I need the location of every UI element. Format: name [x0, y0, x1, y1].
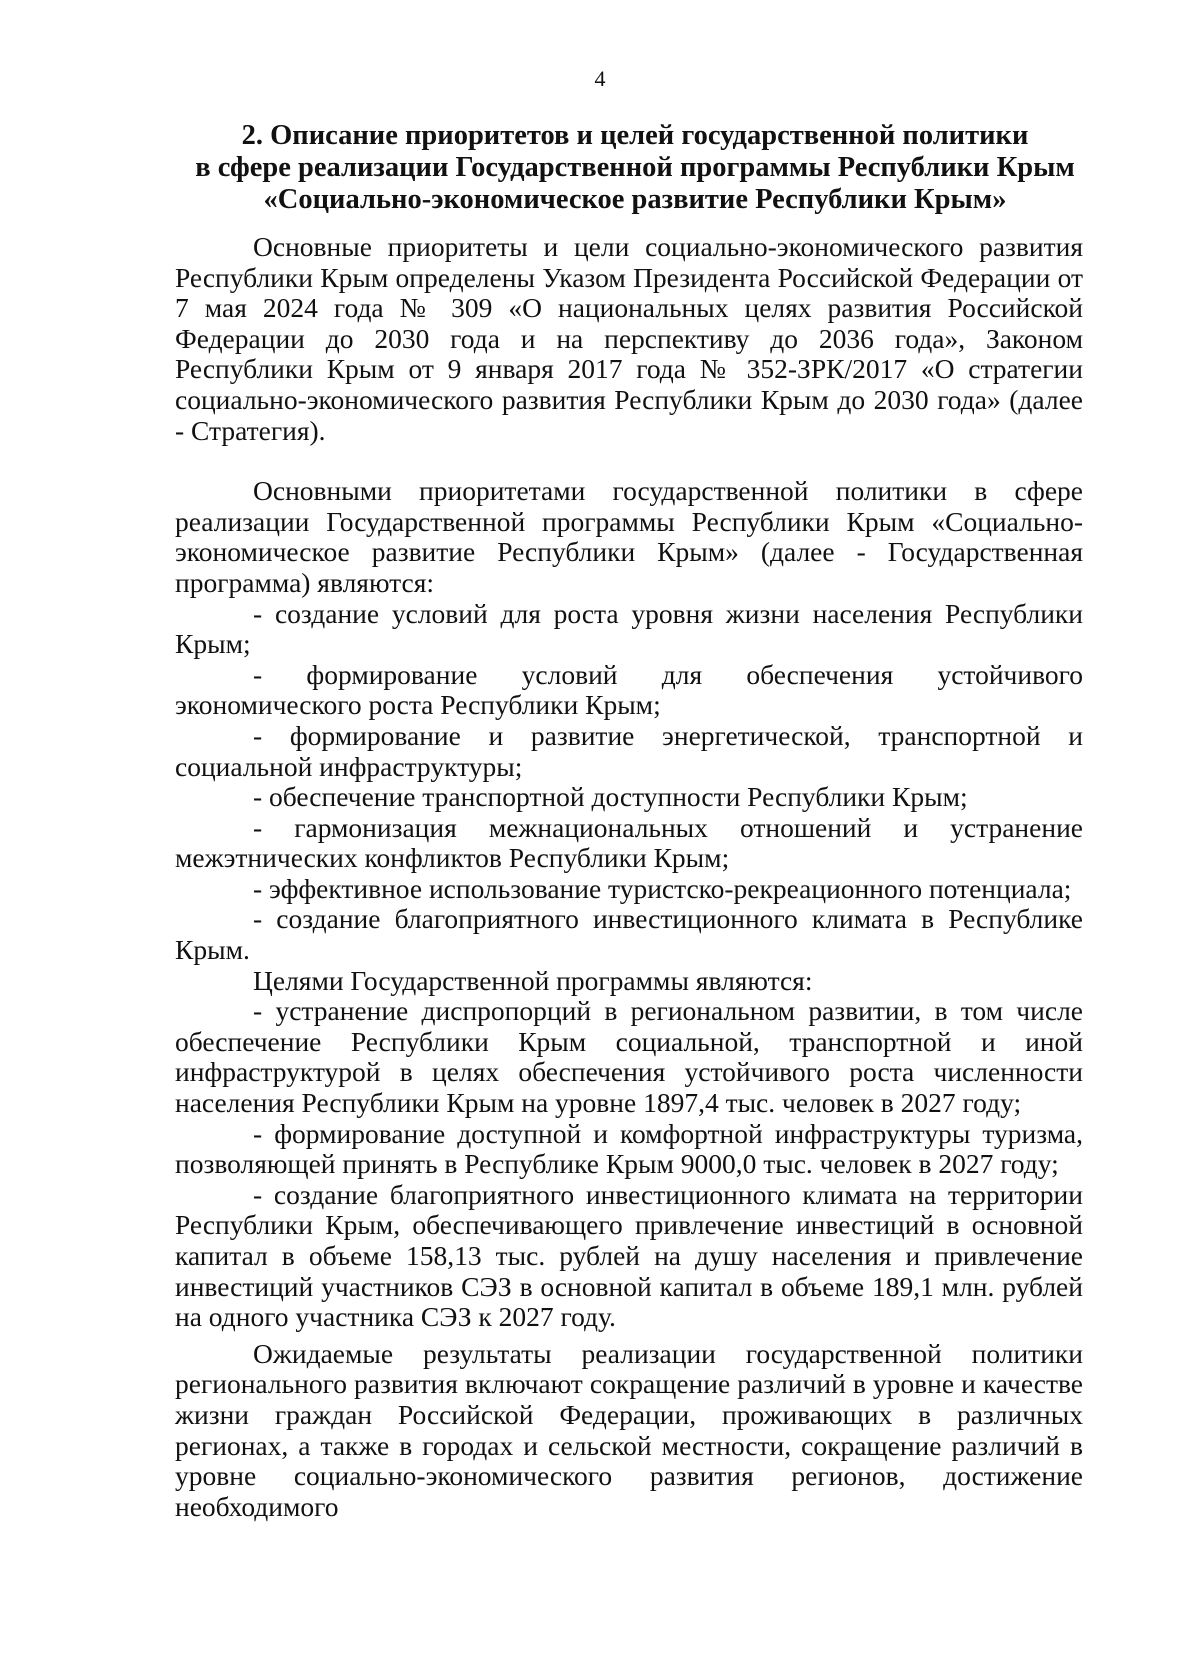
priority-item: - формирование условий для обеспечения устойчивого экономического роста Республики Крым; — [175, 658, 1083, 721]
priority-item: - создание благоприятного инвестиционного климата в Республике Крым. — [175, 903, 1083, 966]
heading-line-2: в сфере реализации Государственной программы Республики Крым — [195, 152, 1075, 183]
priority-item: - обеспечение транспортной доступности Республики Крым; — [253, 781, 968, 813]
heading-line-3: «Социально-экономическое развитие Республики Крым» — [263, 184, 1007, 215]
goal-item: - формирование доступной и комфортной инфраструктуры туризма, позволяющей принять в Республике Крым 9000,0 тыс. человек в 2027 году; — [175, 1117, 1083, 1180]
results-paragraph: Ожидаемые результаты реализации государственной политики регионального развития включают сокращение различий в уровне и качестве жизни граждан Российской Федерации, проживающих в различных регионах, а также в городах и сельской местности, сокращение различий в уровне социально-экономического развития регионов, достижение необходимого — [175, 1337, 1083, 1522]
section-heading — [170, 120, 1100, 216]
priority-item: - эффективное использование туристско-рекреационного потенциала; — [253, 872, 1072, 904]
intro-paragraph: Основные приоритеты и цели социально-экономического развития Республики Крым определены Указом Президента Российской Федерации от 7 мая 2024 года № 309 «О национальных целях развития Российской Федерации до 2030 года и на перспективу до 2036 года», Законом Республики Крым от 9 января 2017 года № 352-ЗРК/2017 «О стратегии социально-экономического развития Республики Крым до 2030 года» (далее - Стратегия). — [175, 231, 1083, 446]
heading-line-1: 2. Описание приоритетов и целей государственной политики — [241, 120, 1029, 151]
goals-intro-paragraph: Целями Государственной программы являются: — [253, 964, 813, 996]
page-number: 4 — [594, 66, 606, 91]
goal-item: - создание благоприятного инвестиционного климата на территории Республики Крым, обеспечивающего привлечение инвестиций в основной капитал в объеме 158,13 тыс. рублей на душу населения и привлечение инвестиций участников СЭЗ в основной капитал в объеме 189,1 млн. рублей на одного участника СЭЗ к 2027 году. — [175, 1178, 1083, 1333]
priority-item: - создание условий для роста уровня жизни населения Республики Крым; — [175, 597, 1083, 660]
priority-item: - гармонизация межнациональных отношений и устранение межэтнических конфликтов Республики Крым; — [175, 811, 1083, 874]
goal-item: - устранение диспропорций в региональном развитии, в том числе обеспечение Республики Крым социальной, транспортной и иной инфраструктурой в целях обеспечения устойчивого роста численности населения Республики Крым на уровне 1897,4 тыс. человек в 2027 году; — [175, 995, 1083, 1119]
priority-item: - формирование и развитие энергетической, транспортной и социальной инфраструктуры; — [175, 719, 1083, 782]
document-body — [175, 232, 1083, 1522]
priorities-intro-paragraph: Основными приоритетами государственной политики в сфере реализации Государственной программы Республики Крым «Социально-экономическое развитие Республики Крым» (далее - Государственная программа) являются: — [175, 475, 1083, 598]
